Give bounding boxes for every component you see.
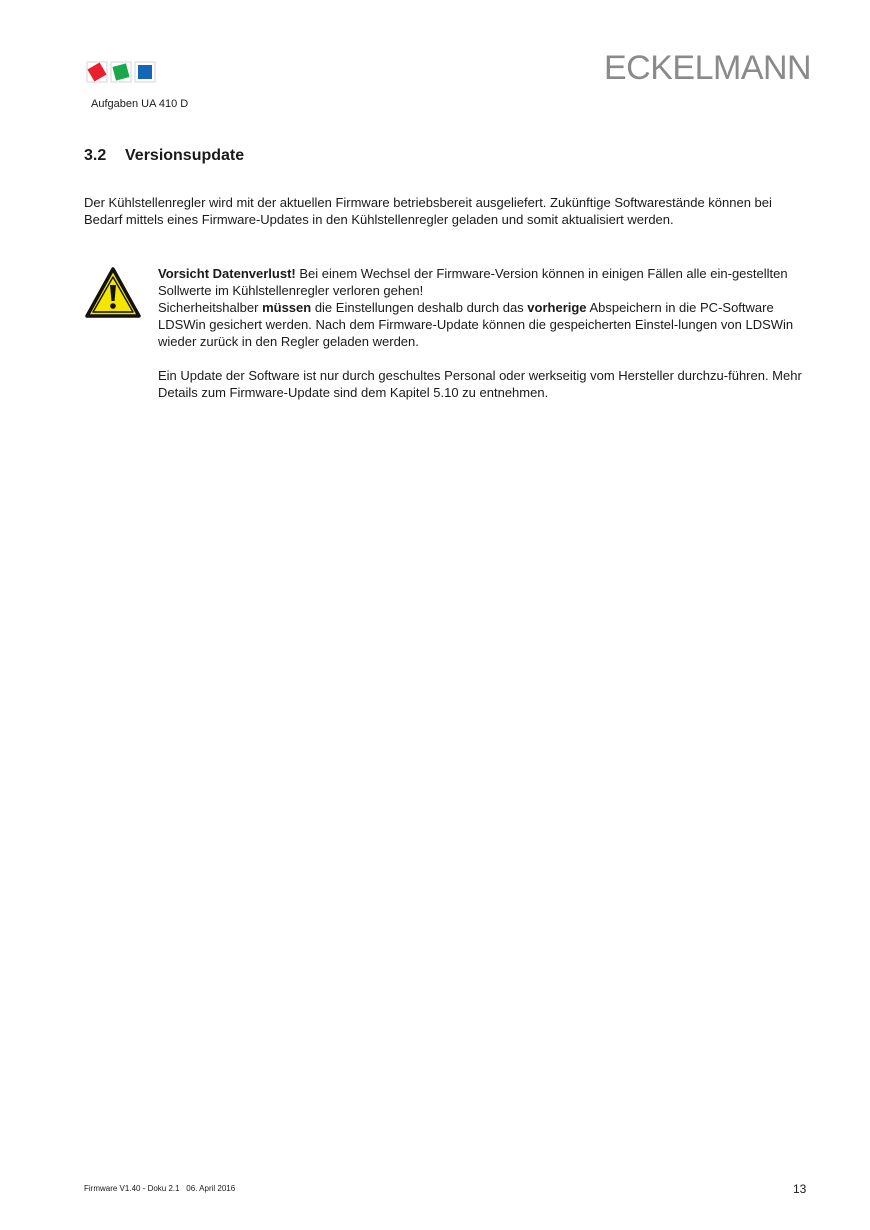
section-number: 3.2 <box>84 147 107 164</box>
intro-paragraph: Der Kühlstellenregler wird mit der aktuellen Firmware betriebsbereit ausgeliefert. Zukünftige Softwarestände können bei Bedarf mittels eines Firmware-Updates in den Kühlstellenregler geladen und somit aktualisiert werden. <box>84 195 772 227</box>
warning-lead: Vorsicht Datenverlust! <box>158 266 296 281</box>
warning-lead-text: Bei einem Wechsel der Firmware-Version können in einigen Fällen alle ein-gestellten Sollwerte im Kühlstellenregler verloren gehen! <box>158 266 788 298</box>
section-heading <box>84 147 244 165</box>
warning-triangle-icon <box>84 266 142 319</box>
brand-wordmark: ECKELMANN <box>604 49 812 87</box>
company-logo-icon <box>86 58 156 84</box>
warning-paragraph-2 <box>158 299 808 350</box>
document-subtitle: Aufgaben UA 410 D <box>91 98 189 110</box>
warning-text-c: Abspeichern in die PC-Software LDSWin gesichert werden. Nach dem Firmware-Update können die gespeicherten Einstel-lungen von LDSWin wieder zurück in den Regler geladen werden. <box>158 300 794 349</box>
section-title: Versionsupdate <box>125 147 245 164</box>
warning-notice <box>158 265 808 401</box>
footer-version: Firmware V1.40 - Doku 2.1 06. April 2016 <box>84 1184 236 1193</box>
page-number: 13 <box>793 1182 807 1196</box>
warning-paragraph-1 <box>158 265 808 299</box>
warning-text-b: die Einstellungen deshalb durch das <box>311 300 528 315</box>
warning-emphasis-vorherige: vorherige <box>527 300 587 315</box>
warning-text-a: Sicherheitshalber <box>158 300 263 315</box>
warning-emphasis-muessen: müssen <box>262 300 312 315</box>
update-paragraph: Ein Update der Software ist nur durch geschultes Personal oder werkseitig vom Hersteller durchzu-führen. Mehr Details zum Firmware-Update sind dem Kapitel 5.10 zu entnehmen. <box>158 368 802 400</box>
